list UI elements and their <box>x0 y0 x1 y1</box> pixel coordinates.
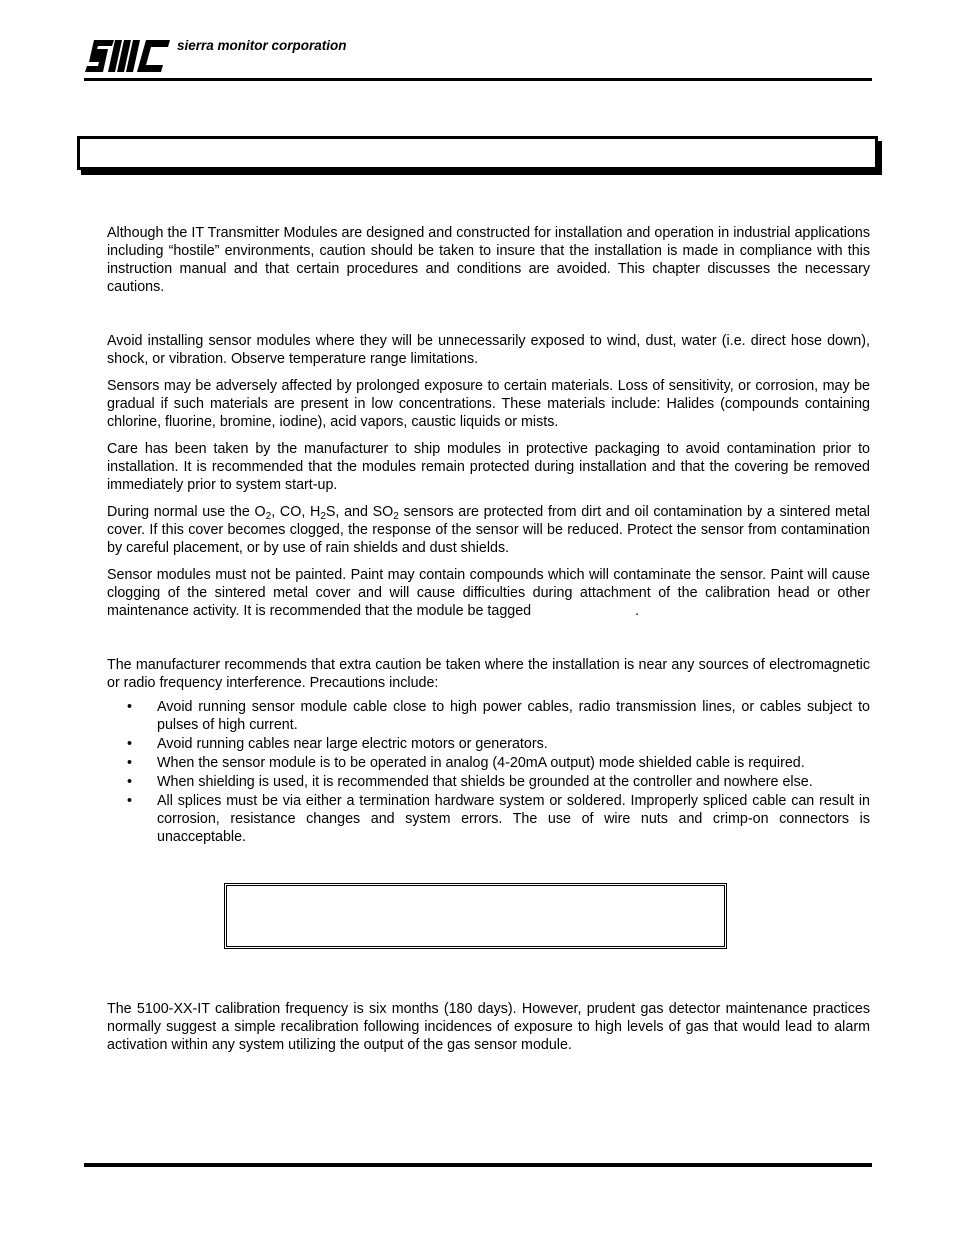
company-name: sierra monitor corporation <box>177 38 347 53</box>
emi-paragraph: The manufacturer recommends that extra caution be taken where the installation is near any sources of electromagnetic or radio frequency interference. Precautions include: <box>107 657 870 691</box>
sensor-paragraph-4: During normal use the $O_2$, CO, $H_2S$, and $SO_2$ sensors are protected from dirt and oil contamination by a sintered metal cover. If this cover becomes clogged, the response of the sensor will be reduced. Protect the sensor from contamination by careful placement, or by use of rain shields and dust shields. <box>107 504 870 556</box>
list-item: • Avoid running sensor module cable close to high power cables, radio transmission lines, or cables subject to pulses of high current. <box>127 699 870 733</box>
smc-logo-icon <box>84 38 172 74</box>
sensor-paragraph-1: Avoid installing sensor modules where they will be unnecessarily exposed to wind, dust, water (i.e. direct hose down), shock, or vibration. Observe temperature range limitations. <box>107 333 870 367</box>
chapter-title-box <box>77 136 878 170</box>
precaution-list <box>107 698 870 847</box>
sensor-paragraph-5: Sensor modules must not be painted. Paint may contain compounds which will contaminate the sensor. Paint will cause clogging of the sintered metal cover and will cause difficulties during attachment of the calibration head or other maintenance activity. It is recommended that the module be tagged . <box>107 567 870 619</box>
intro-section <box>107 224 870 305</box>
emi-section <box>107 656 870 701</box>
calibration-paragraph: The 5100-XX-IT calibration frequency is six months (180 days). However, prudent gas detector maintenance practices normally suggest a simple recalibration following incidences of exposure to high levels of gas that would lead to alarm activation within any system utilizing the output of the gas sensor module. <box>107 1001 870 1053</box>
list-item: • When the sensor module is to be operated in analog (4-20mA output) mode shielded cable is required. <box>127 755 805 771</box>
list-item: • Avoid running cables near large electric motors or generators. <box>127 736 548 752</box>
calibration-section <box>107 1000 870 1063</box>
list-item: • When shielding is used, it is recommended that shields be grounded at the controller and nowhere else. <box>127 774 813 790</box>
sensor-section <box>107 332 870 629</box>
header-rule <box>84 78 872 81</box>
footer-rule <box>84 1163 872 1167</box>
sensor-paragraph-3: Care has been taken by the manufacturer to ship modules in protective packaging to avoid contamination prior to installation. It is recommended that the modules remain protected during installation and that the covering be removed immediately prior to system start-up. <box>107 441 870 493</box>
sensor-paragraph-2: Sensors may be adversely affected by prolonged exposure to certain materials. Loss of sensitivity, or corrosion, may be gradual if such materials are present in low concentrations. These materials include: Halides (compounds containing chlorine, fluorine, bromine, iodine), acid vapors, caustic liquids or mists. <box>107 378 870 430</box>
note-box <box>224 883 727 949</box>
intro-paragraph: Although the IT Transmitter Modules are designed and constructed for installation and operation in industrial applications including “hostile” environments, caution should be taken to insure that the installation is made in compliance with this instruction manual and that certain procedures and conditions are avoided. This chapter discusses the necessary cautions. <box>107 225 870 295</box>
list-item: • All splices must be via either a termination hardware system or soldered. Improperly spliced cable can result in corrosion, resistance changes and system errors. The use of wire nuts and crimp-on connectors is unacceptable. <box>127 793 870 845</box>
